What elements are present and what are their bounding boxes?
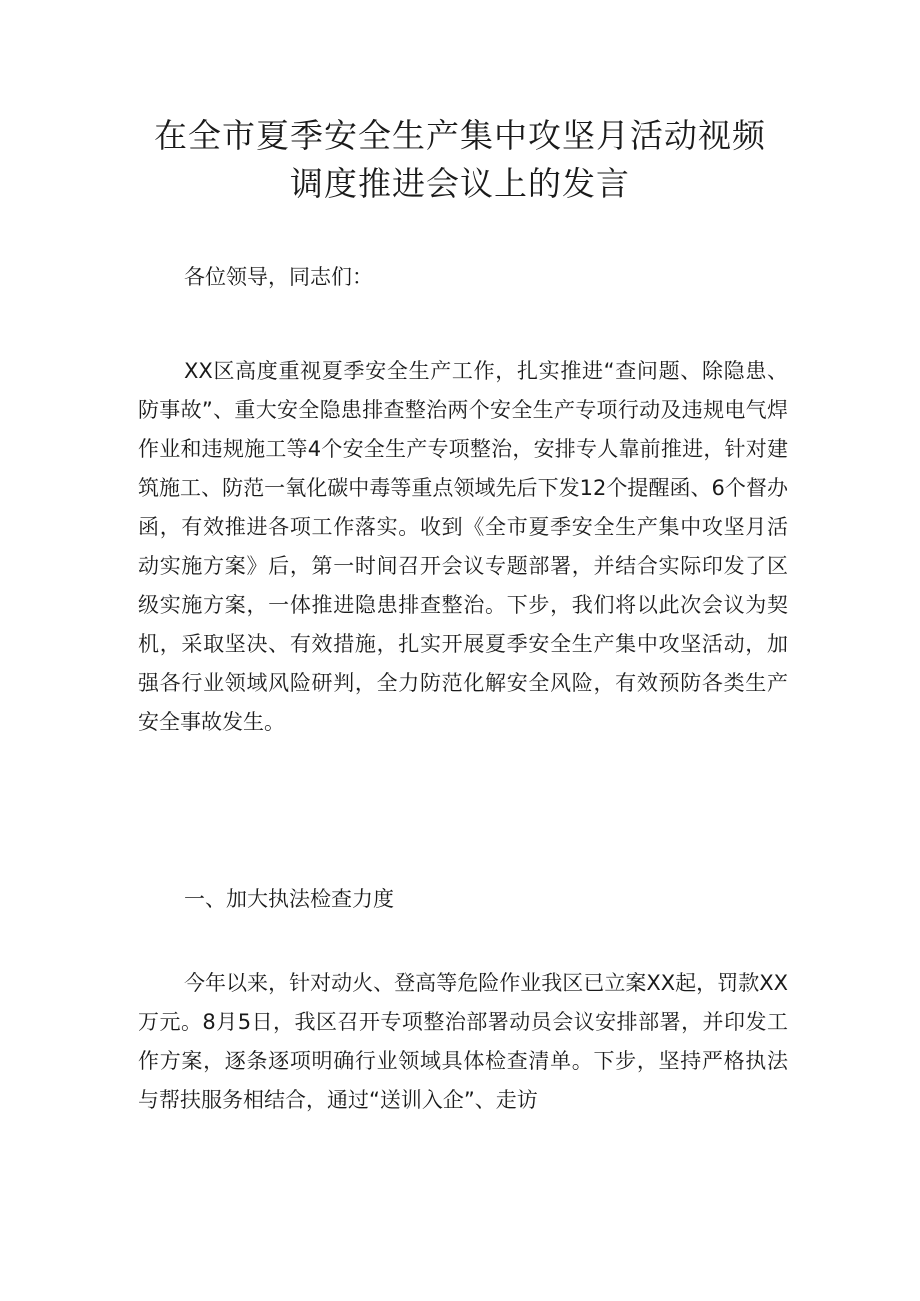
section-heading-1: 一、加大执法检查力度 (184, 887, 394, 911)
salutation: 各位领导，同志们： (184, 265, 373, 289)
document-title-line-2: 调度推进会议上的发言 (290, 164, 630, 203)
document-title-line-1: 在全市夏季安全生产集中攻坚月活动视频 (154, 116, 766, 155)
paragraph-2: 今年以来，针对动火、登高等危险作业我区已立案XX起，罚款XX万元。8月5日，我区召开专项整治部署动员会议安排部署，并印发工作方案，逐条逐项明确行业领域具体检查清单。下步，坚持严格执法与帮扶服务相结合，通过“送训入企”、走访 (138, 971, 788, 1112)
paragraph-1: XX区高度重视夏季安全生产工作，扎实推进“查问题、除隐患、防事故”、重大安全隐患排查整治两个安全生产专项行动及违规电气焊作业和违规施工等4个安全生产专项整治，安排专人靠前推进，针对建筑施工、防范一氧化碳中毒等重点领域先后下发12个提醒函、6个督办函，有效推进各项工作落实。收到《全市夏季安全生产集中攻坚月活动实施方案》后，第一时间召开会议专题部署，并结合实际印发了区级实施方案，一体推进隐患排查整治。下步，我们将以此次会议为契机，采取坚决、有效措施，扎实开展夏季安全生产集中攻坚活动，加强各行业领域风险研判，全力防范化解安全风险，有效预防各类生产安全事故发生。 (138, 359, 788, 734)
